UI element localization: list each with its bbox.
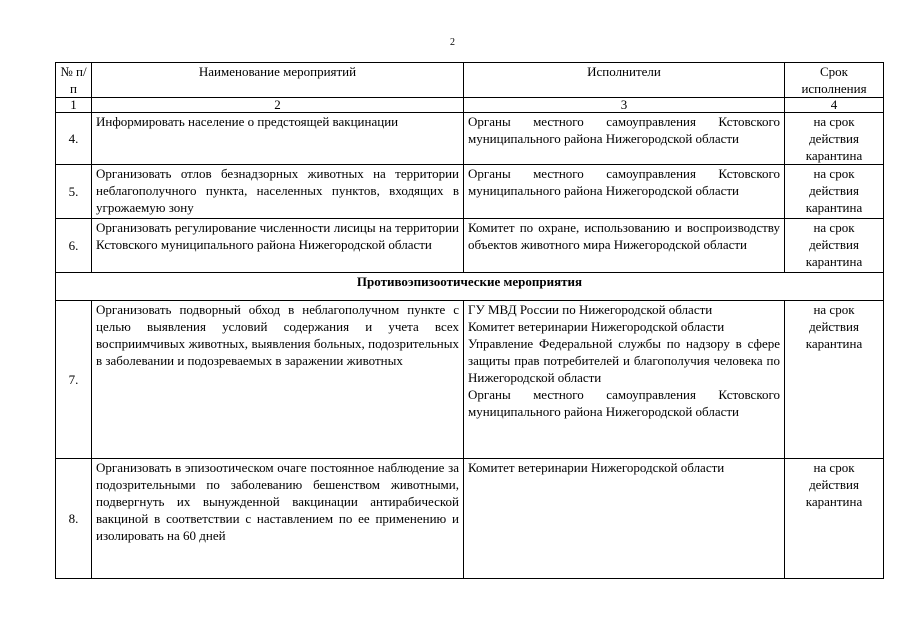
executor: Органы местного самоуправления Кстовского муниципального района Нижегородской области <box>468 114 780 146</box>
column-index-cell: 1 <box>56 98 92 113</box>
section-row <box>56 273 884 301</box>
column-index-row <box>56 98 884 113</box>
column-index-cell: 3 <box>464 98 785 113</box>
executor: ГУ МВД России по Нижегородской области <box>468 302 713 317</box>
table-row <box>56 165 884 219</box>
table-row <box>56 301 884 459</box>
table-row <box>56 113 884 165</box>
executor: Органы местного самоуправления Кстовского муниципального района Нижегородской области <box>468 166 780 198</box>
executors-cell <box>464 301 785 459</box>
term-cell: на срок действия карантина <box>785 113 884 165</box>
measure-name: Организовать в эпизоотическом очаге постоянное наблюдение за подозрительными по заболеванию бешенством животными, подвергнуть их вынужденной вакцинации антирабической вакциной в соответствии с наставлением по ее применению и изолировать на 60 дней <box>92 459 464 579</box>
section-title: Противоэпизоотические мероприятия <box>56 273 884 301</box>
term-cell: на срок действия карантина <box>785 165 884 219</box>
page-number: 2 <box>450 37 455 48</box>
term-cell: на срок действия карантина <box>785 459 884 579</box>
executor: Управление Федеральной службы по надзору в сфере защиты прав потребителей и благополучия человека по Нижегородской области <box>468 336 780 385</box>
measures-table <box>55 62 884 579</box>
term-cell: на срок действия карантина <box>785 219 884 273</box>
executor: Комитет ветеринарии Нижегородской области <box>468 319 725 334</box>
measure-name: Организовать подворный обход в неблагополучном пункте с целью выявления условий содержания и учета всех восприимчивых животных, выявления больных, подозрительных в заболевании и подозреваемых в заражении животных <box>92 301 464 459</box>
executors-cell <box>464 113 785 165</box>
table-row <box>56 219 884 273</box>
measure-name: Организовать отлов безнадзорных животных на территории неблагополучного пункта, населенных пунктов, входящих в угрожаемую зону <box>92 165 464 219</box>
row-number: 4. <box>56 113 92 165</box>
measure-name: Организовать регулирование численности лисицы на территории Кстовского муниципального района Нижегородской области <box>92 219 464 273</box>
row-number: 5. <box>56 165 92 219</box>
measure-name: Информировать население о предстоящей вакцинации <box>92 113 464 165</box>
row-number: 6. <box>56 219 92 273</box>
executors-cell <box>464 219 785 273</box>
table-header-row <box>56 63 884 98</box>
header-num: № п/п <box>56 63 92 98</box>
header-name: Наименование мероприятий <box>92 63 464 98</box>
table-row <box>56 459 884 579</box>
executors-cell <box>464 165 785 219</box>
executors-cell <box>464 459 785 579</box>
term-cell: на срок действия карантина <box>785 301 884 459</box>
executor: Комитет ветеринарии Нижегородской области <box>468 460 725 475</box>
column-index-cell: 2 <box>92 98 464 113</box>
executor: Органы местного самоуправления Кстовского муниципального района Нижегородской области <box>468 387 780 419</box>
row-number: 7. <box>56 301 92 459</box>
column-index-cell: 4 <box>785 98 884 113</box>
executor: Комитет по охране, использованию и воспроизводству объектов животного мира Нижегородской области <box>468 220 780 252</box>
header-term: Срок исполнения <box>785 63 884 98</box>
row-number: 8. <box>56 459 92 579</box>
header-executors: Исполнители <box>464 63 785 98</box>
